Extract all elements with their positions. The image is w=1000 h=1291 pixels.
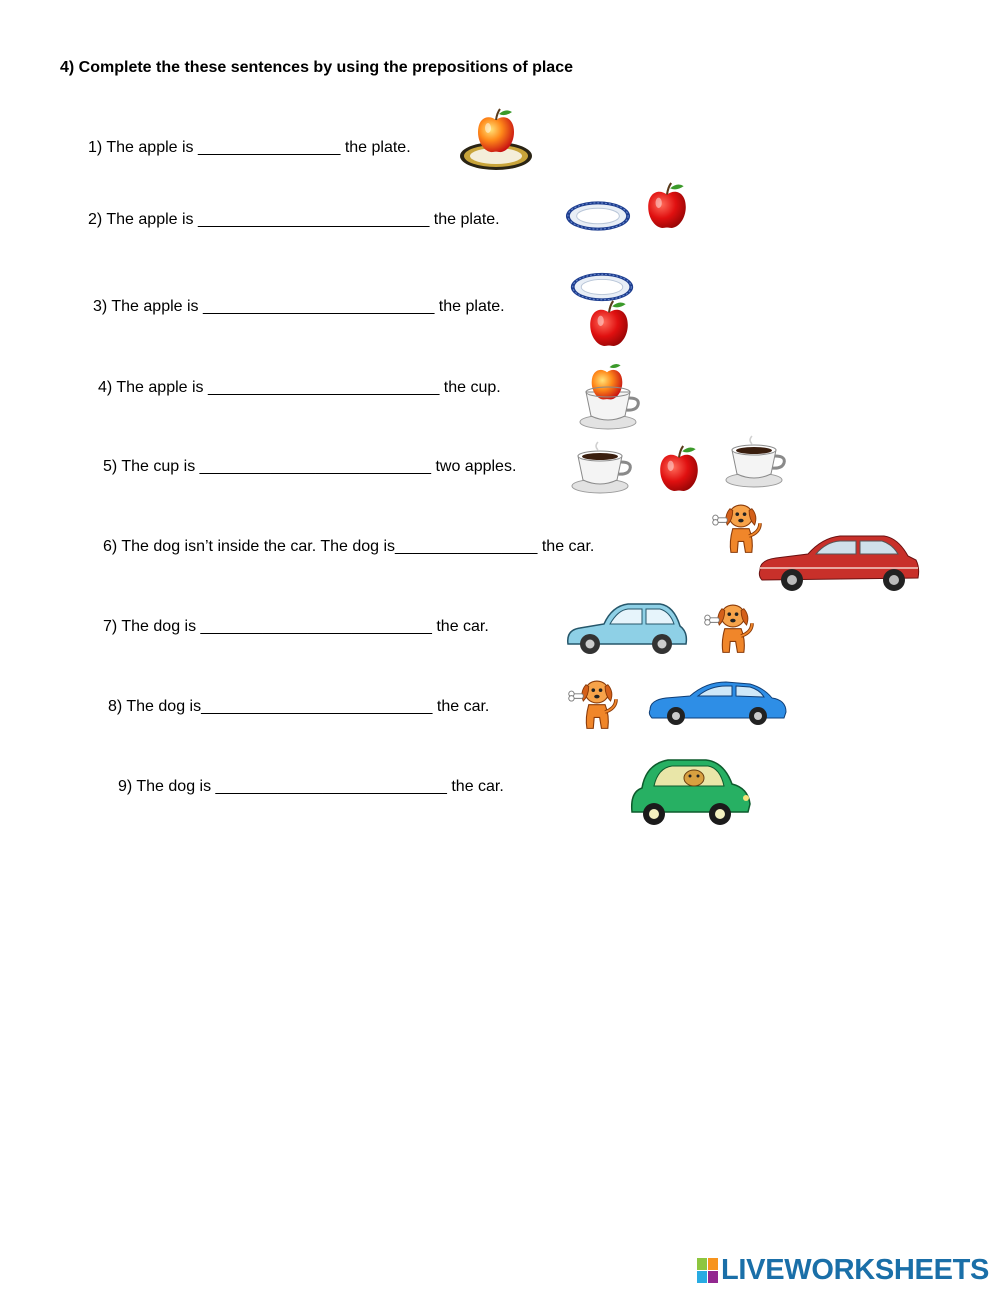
- car-icon: [756, 532, 922, 594]
- logo-mark: [697, 1258, 718, 1283]
- cup-icon: [724, 432, 788, 488]
- apple-on-plate-icon: [458, 108, 534, 174]
- apple-in-cup-icon: [578, 362, 642, 430]
- dog-icon: [704, 596, 760, 656]
- apple-icon: [646, 182, 688, 230]
- car-icon: [646, 678, 790, 728]
- sentence-1: 1) The apple is ________________ the plate.: [88, 139, 411, 156]
- apple-icon: [658, 445, 700, 493]
- sentence-3: 3) The apple is __________________________ the plate.: [93, 298, 505, 315]
- liveworksheets-logo: [697, 1255, 989, 1285]
- car-icon: [628, 756, 754, 828]
- sentence-9: 9) The dog is __________________________ the car.: [118, 778, 504, 795]
- sentence-8: 8) The dog is__________________________ the car.: [108, 698, 490, 715]
- plate-icon: [568, 270, 636, 304]
- sentence-7: 7) The dog is __________________________ the car.: [103, 618, 489, 635]
- apple-icon: [588, 300, 630, 348]
- car-icon: [564, 600, 690, 658]
- plate-icon: [564, 198, 632, 234]
- logo-text: LIVEWORKSHEETS: [721, 1253, 990, 1286]
- cup-icon: [570, 438, 634, 494]
- sentence-4: 4) The apple is __________________________ the cup.: [98, 379, 501, 396]
- dog-icon: [568, 672, 624, 732]
- exercise-title: 4) Complete the these sentences by using the prepositions of place: [60, 59, 573, 76]
- sentence-6: 6) The dog isn’t inside the car. The dog is________________ the car.: [103, 538, 595, 555]
- sentence-2: 2) The apple is __________________________ the plate.: [88, 211, 500, 228]
- sentence-5: 5) The cup is __________________________ two apples.: [103, 458, 517, 475]
